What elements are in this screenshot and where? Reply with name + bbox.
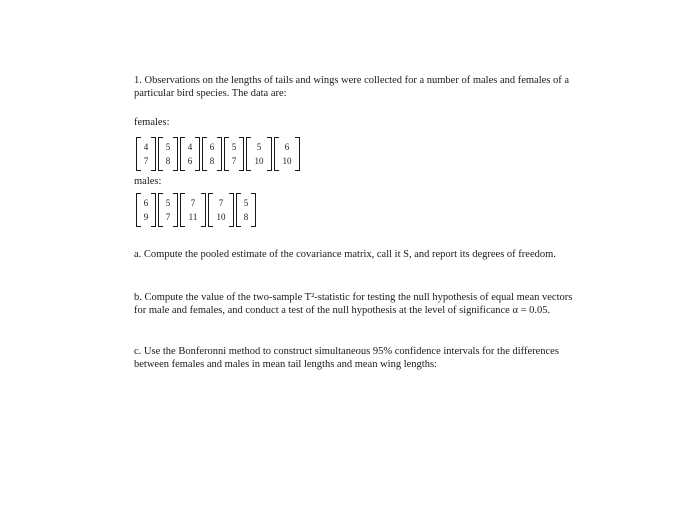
female-vector-5-wing: 7 <box>231 156 237 166</box>
female-vector-4 <box>202 137 222 171</box>
female-vector-6-wing: 10 <box>254 156 264 166</box>
female-vector-7 <box>274 137 300 171</box>
male-vector-2-wing: 7 <box>165 212 171 222</box>
male-vector-2 <box>158 193 178 227</box>
male-vector-3-tail: 7 <box>190 198 196 208</box>
female-vector-2-tail: 5 <box>165 142 171 152</box>
female-vector-1 <box>136 137 156 171</box>
problem-intro: 1. Observations on the lengths of tails and wings were collected for a number of males and females of a particular bird species. The data are: <box>134 75 570 99</box>
female-vector-4-wing: 8 <box>209 156 215 166</box>
male-vector-5-tail: 5 <box>243 198 249 208</box>
males-vectors <box>136 192 256 228</box>
male-vector-2-tail: 5 <box>165 198 171 208</box>
female-vector-2-wing: 8 <box>165 156 171 166</box>
part-b-question: b. Compute the value of the two-sample T²-statistic for testing the null hypothesis of equal mean vectors for male and females, and conduct a test of the null hypothesis at the level of significance α = 0.05. <box>134 292 573 316</box>
male-vector-3-wing: 11 <box>188 212 198 222</box>
male-vector-1 <box>136 193 156 227</box>
male-vector-5 <box>236 193 256 227</box>
part-a-question: a. Compute the pooled estimate of the covariance matrix, call it S, and report its degrees of freedom. <box>134 249 556 260</box>
females-vectors <box>136 136 300 172</box>
female-vector-1-wing: 7 <box>143 156 149 166</box>
female-vector-7-tail: 6 <box>284 142 290 152</box>
females-label: females: <box>134 117 170 128</box>
female-vector-3-tail: 4 <box>187 142 193 152</box>
male-vector-1-tail: 6 <box>143 198 149 208</box>
female-vector-5 <box>224 137 244 171</box>
female-vector-6-tail: 5 <box>256 142 262 152</box>
part-c-question: c. Use the Bonferonni method to construct simultaneous 95% confidence intervals for the differences between females and males in mean tail lengths and mean wing lengths: <box>134 346 559 370</box>
female-vector-7-wing: 10 <box>282 156 292 166</box>
male-vector-4-wing: 10 <box>216 212 226 222</box>
male-vector-3 <box>180 193 206 227</box>
female-vector-3 <box>180 137 200 171</box>
male-vector-4-tail: 7 <box>218 198 224 208</box>
female-vector-4-tail: 6 <box>209 142 215 152</box>
male-vector-1-wing: 9 <box>143 212 149 222</box>
male-vector-4 <box>208 193 234 227</box>
female-vector-1-tail: 4 <box>143 142 149 152</box>
female-vector-5-tail: 5 <box>231 142 237 152</box>
female-vector-2 <box>158 137 178 171</box>
female-vector-6 <box>246 137 272 171</box>
female-vector-3-wing: 6 <box>187 156 193 166</box>
male-vector-5-wing: 8 <box>243 212 249 222</box>
males-label: males: <box>134 176 162 187</box>
